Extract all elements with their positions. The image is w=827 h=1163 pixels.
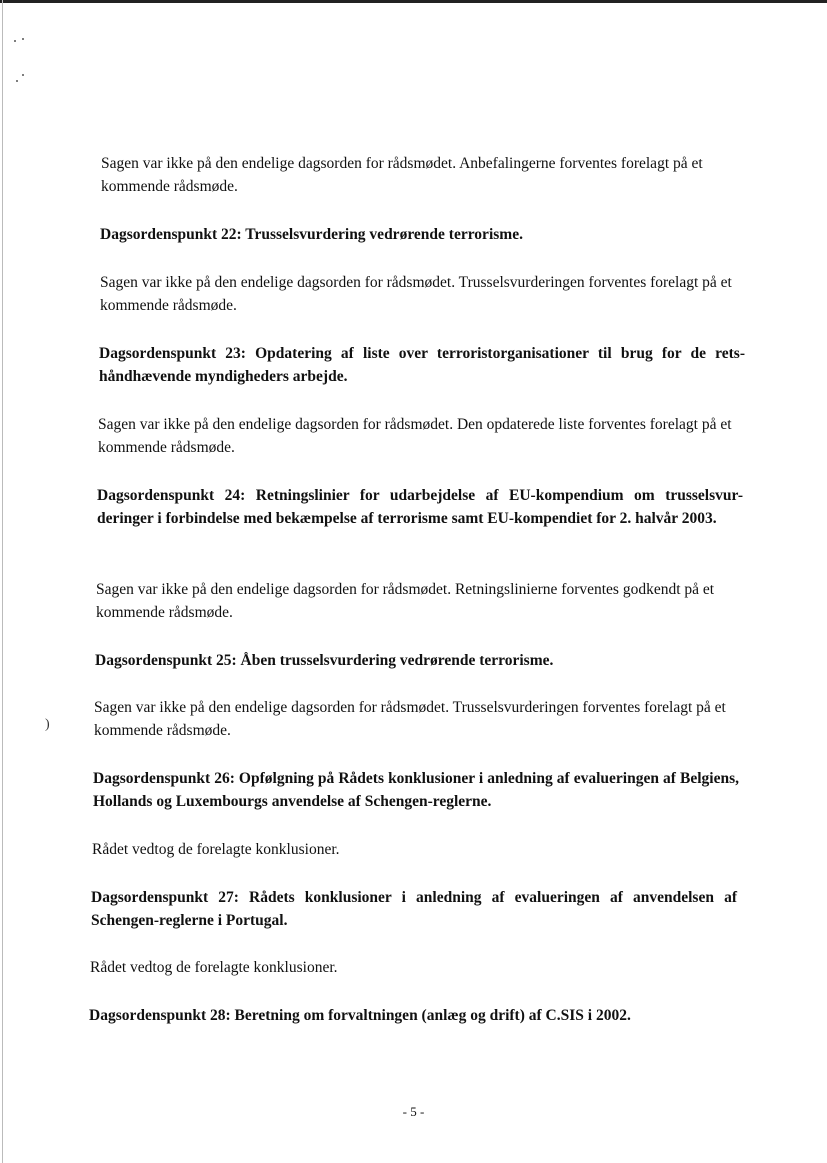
agenda-heading: Dagsordenspunkt 22: Trusselsvurdering vedrørende terrorisme. (100, 226, 523, 243)
scan-speck (14, 40, 16, 42)
scan-speck (22, 38, 24, 40)
body-paragraph: Sagen var ikke på den endelige dagsorden for rådsmødet. Retningslinierne forventes godkendt på et kommende rådsmøde. (96, 581, 715, 621)
agenda-heading: Dagsordenspunkt 27: Rådets konklusioner i anledning af evalueringen af anvendelsen af Schengen-reglerne i Portugal. (91, 889, 737, 929)
body-paragraph: Sagen var ikke på den endelige dagsorden for rådsmødet. Anbefalingerne forventes forelagt på et kommende rådsmøde. (101, 155, 703, 195)
body-paragraph: Sagen var ikke på den endelige dagsorden for rådsmødet. Trusselsvurderingen forventes forelagt på et kommende rådsmøde. (100, 274, 732, 314)
agenda-heading: Dagsordenspunkt 24: Retningslinier for udarbejdelse af EU-kompendium om trusselsvur-deringer i forbindelse med bekæmpelse af terrorisme samt EU-kompendiet for 2. halvår 2003. (97, 487, 743, 527)
body-paragraph: Rådet vedtog de forelagte konklusioner. (92, 841, 340, 858)
agenda-heading: Dagsordenspunkt 25: Åben trusselsvurdering vedrørende terrorisme. (95, 652, 554, 669)
scan-speck (22, 74, 24, 76)
agenda-heading: Dagsordenspunkt 28: Beretning om forvaltningen (anlæg og drift) af C.SIS i 2002. (89, 1007, 631, 1024)
page-number: - 5 - (402, 1104, 425, 1119)
agenda-heading: Dagsordenspunkt 26: Opfølgning på Rådets konklusioner i anledning af evalueringen af Belgiens, Hollands og Luxembourgs anvendelse af Schengen-reglerne. (93, 770, 739, 810)
body-paragraph: Sagen var ikke på den endelige dagsorden for rådsmødet. Den opdaterede liste forventes forelagt på et kommende rådsmøde. (98, 416, 732, 456)
body-paragraph: Sagen var ikke på den endelige dagsorden for rådsmødet. Trusselsvurderingen forventes forelagt på et kommende rådsmøde. (94, 699, 726, 739)
left-scan-edge (2, 0, 3, 1163)
agenda-heading: Dagsordenspunkt 23: Opdatering af liste over terroristorganisationer til brug for de rets-håndhævende myndigheders arbejde. (99, 345, 745, 385)
margin-mark: ) (45, 717, 50, 732)
top-border-line (0, 0, 827, 3)
body-paragraph: Rådet vedtog de forelagte konklusioner. (90, 959, 338, 976)
scan-speck (16, 80, 18, 82)
